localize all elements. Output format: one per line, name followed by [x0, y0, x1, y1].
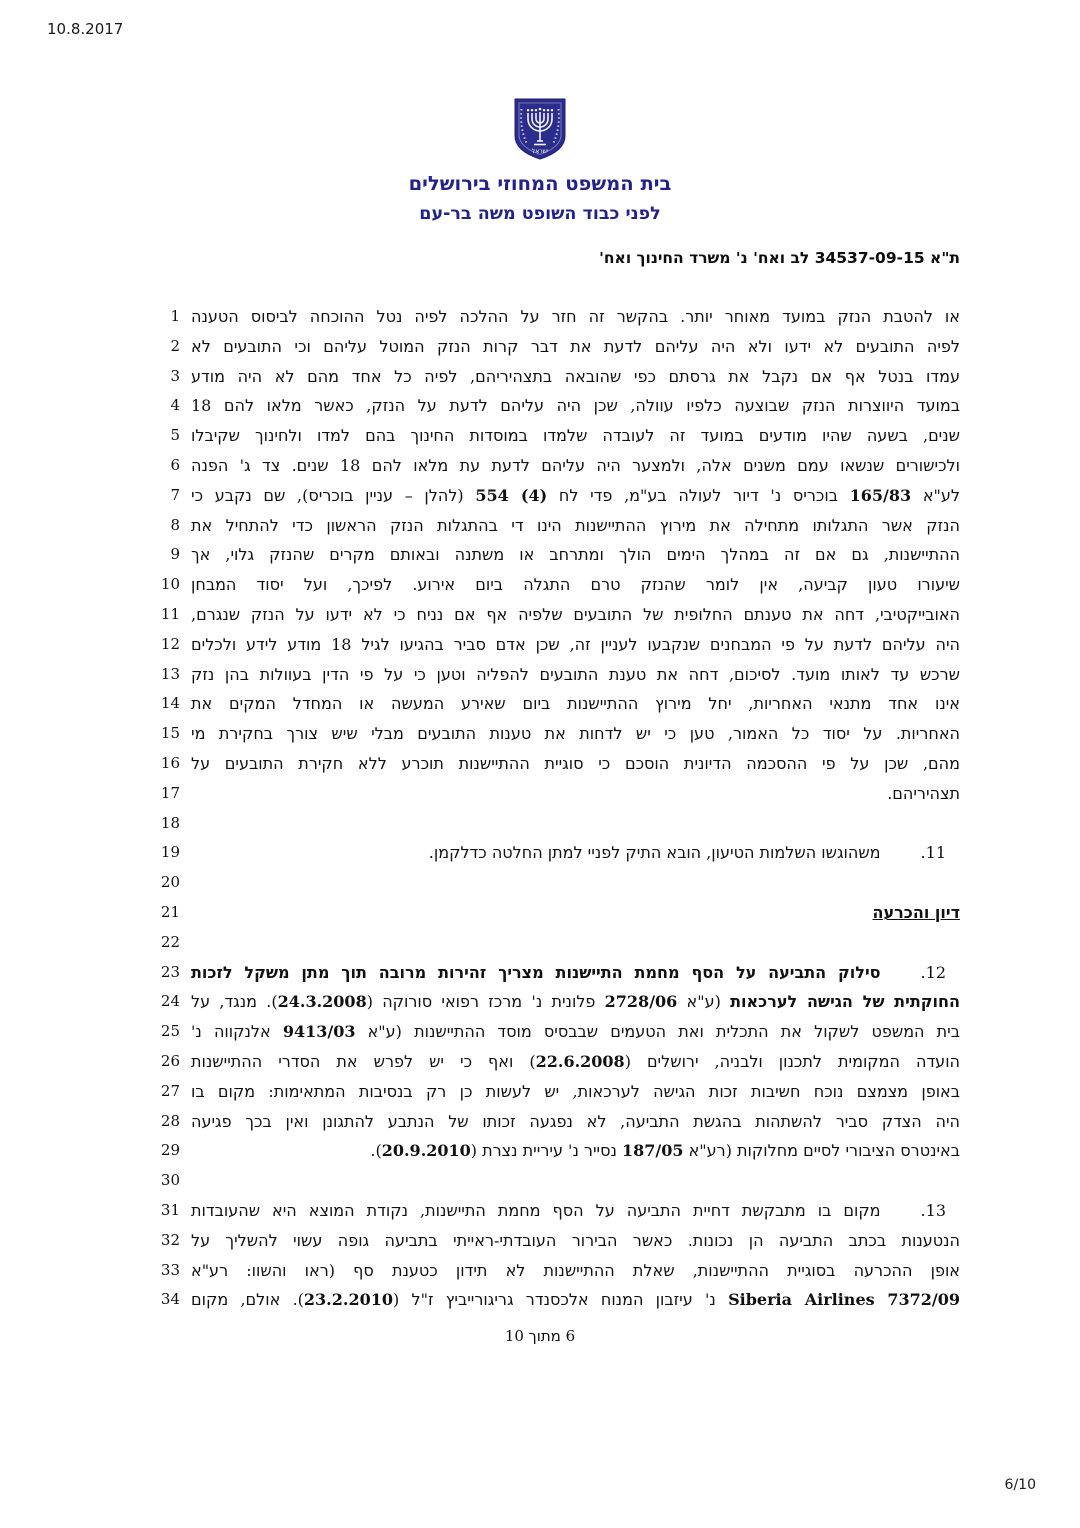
line-number: 25: [160, 1022, 180, 1041]
body-line: [0, 1196, 1080, 1226]
line-number: 8: [170, 515, 180, 534]
line-text: או להטבת הנזק במועד מאוחר יותר. בהקשר זה חזר על ההלכה לפיה נטל ההוכחה לביסוס הטענה: [191, 307, 960, 326]
paragraph-number: 11.: [920, 843, 946, 863]
line-number: 33: [160, 1260, 180, 1279]
line-number: 1: [170, 307, 180, 325]
line-number: 16: [160, 753, 180, 772]
line-text: לפיה התובעים לא ידעו ולא היה עליהם לדעת את דבר קרות הנזק המוטל עליהם וכי התובעים לא: [191, 336, 960, 356]
line-number: 24: [160, 992, 180, 1011]
line-number: 29: [160, 1141, 180, 1160]
israel-state-emblem-icon: [512, 96, 568, 162]
body-line: [0, 600, 1080, 630]
body-line: [0, 570, 1080, 600]
line-text: שרכש עד לאותו מועד. לסיכום, דחה את טענת התובעים להפליה וטען כי על פי הדין בעוולות בהן נזק: [191, 664, 960, 684]
case-title: ת"א ⁦34537-09-15⁩ לב ואח' נ' משרד החינוך ואח': [599, 249, 960, 267]
line-text: ולכישורים שנשאו עמם משנים אלה, ולמצער היה עליהם לדעת עת מלאו להם 18 שנים. צד ג' הפנה: [191, 455, 960, 475]
line-number: 9: [170, 545, 180, 564]
body-line: [0, 779, 1080, 809]
line-number: 5: [170, 426, 180, 445]
line-text: הנטענות בכתב התביעה הן נכונות. כאשר הבירור העובדתי-ראייתי בתביעה גופה עשוי להשליך על: [191, 1230, 960, 1250]
line-text: האובייקטיבי, דחה את טענתם החלופית של התובעים שלפיה אף אם נניח כי לא ידעו על הנזק שנגרם,: [191, 604, 960, 624]
line-text: הנזק אשר התגלותו מתחילה את מירוץ ההתיישנות הינו די בהתגלות הנזק הראשון כדי להתחיל את: [191, 515, 960, 535]
line-number: 4: [170, 396, 180, 415]
body-line: [0, 362, 1080, 392]
body-line: [0, 1047, 1080, 1077]
line-number: 18: [160, 813, 180, 832]
line-text: שיעורו טעון קביעה, אין לומר שהנזק טרם התגלה ביום אירוע. לפיכך, ועל יסוד המבחן: [191, 575, 961, 595]
body-line: [0, 332, 1080, 362]
line-text: [191, 928, 960, 958]
line-number: 31: [160, 1200, 180, 1219]
line-text: תצהיריהם.: [887, 783, 960, 803]
line-text: החוקתית של הגישה לערכאות (ע"א 2728/06 פלונית נ' מרכז רפואי סורוקה (24.3.2008). מנגד, על: [191, 992, 961, 1012]
court-name: בית המשפט המחוזי בירושלים: [408, 172, 672, 195]
line-text: באינטרס הציבורי לסיים מחלוקות (רע"א 187/05 נסייר נ' עיריית נצרת (20.9.2010).: [370, 1141, 960, 1161]
body-line: [0, 1136, 1080, 1166]
paragraph-number: 12.: [920, 962, 946, 982]
body-line: [0, 421, 1080, 451]
line-number: 26: [160, 1051, 180, 1070]
body-line: [0, 1226, 1080, 1256]
line-number: 2: [170, 336, 180, 355]
line-text: עמדו בנטל אף אם נקבל את גרסתם כפי שהובאה בתצהיריהם, לפיה כל אחד מהם לא היה מודע: [191, 366, 960, 386]
line-number: 22: [160, 932, 180, 951]
body-line: [0, 481, 1080, 511]
line-text: 12.סילוק התביעה על הסף מחמת התיישנות מצריך זהירות מרובה תוך מתן משקל לזכות: [191, 962, 946, 982]
body-line: [0, 1166, 1080, 1196]
body-line: [0, 1017, 1080, 1047]
line-text: הועדה המקומית לתכנון ולבניה, ירושלים (22.6.2008) ואף כי יש לפרש את הסדרי ההתיישנות: [191, 1051, 961, 1071]
body-line: [0, 689, 1080, 719]
line-text: [191, 868, 960, 898]
body-line: [0, 1285, 1080, 1315]
line-number: 3: [170, 366, 180, 385]
body-line: [0, 451, 1080, 481]
body-line: [0, 749, 1080, 779]
body-line: [0, 302, 1080, 332]
page-indicator: 6/10: [1004, 1477, 1036, 1493]
svg-text:ישראל: ישראל: [531, 148, 549, 155]
page-footer: 6 מתוך 10: [504, 1327, 576, 1345]
line-text: באופן מצמצם נוכח חשיבות זכות הגישה לערכאות, יש לעשות כן רק בנסיבות המתאימות: מקום בו: [191, 1081, 960, 1101]
body-line: [0, 958, 1080, 988]
body-line: [0, 511, 1080, 541]
line-number: 11: [160, 604, 180, 623]
line-number: 14: [160, 694, 180, 713]
line-text: בית המשפט לשקול את התכלית ואת הטעמים שבבסיס מוסד ההתיישנות (ע"א 9413/03 אלנקווה נ': [191, 1022, 960, 1042]
line-text: לע"א 165/83 בוכריס נ' דיור לעולה בע"מ, פדי לח (4) 554 (להלן – עניין בוכריס), שם נקבע כי: [191, 485, 961, 505]
paragraph-number: 13.: [920, 1200, 946, 1220]
print-date: 10.8.2017: [47, 20, 124, 38]
line-number: 30: [160, 1171, 180, 1190]
line-number: 12: [160, 634, 180, 653]
body-line: [0, 660, 1080, 690]
body-line: [0, 1256, 1080, 1286]
line-number: 20: [160, 873, 180, 892]
body-line: [0, 987, 1080, 1017]
line-text: אופן ההכרעה בסוגיית ההתיישנות, שאלת ההתיישנות לא תידון כטענת סף (ראו והשוו: רע"א: [191, 1260, 960, 1280]
line-text: 11.משהוגשו השלמות הטיעון, הובא התיק לפניי למתן החלטה כדלקמן.: [428, 843, 946, 863]
line-text: [191, 809, 960, 839]
body-line: [0, 928, 1080, 958]
line-text: היה עליהם לדעת על פי המבחנים שנקבעו לעניין זה, שכן אדם סביר בהגיעו לגיל 18 מודע לידע ולכלים: [191, 634, 961, 654]
line-text: מהם, שכן על פי ההסכמה הדיונית הוסכם כי סוגיית ההתיישנות תוכרע ללא חקירת התובעים על: [191, 753, 960, 773]
section-heading: דיון והכרעה: [872, 902, 960, 922]
body-line: [0, 898, 1080, 928]
line-text: 13.מקום בו מתבקשת דחיית התביעה על הסף מחמת התיישנות, נקודת המוצא היא שהעובדות: [191, 1200, 946, 1220]
line-number: 15: [160, 724, 180, 743]
line-text: האחריות. על יסוד כל האמור, טען כי יש לדחות את טענות התובעים מבלי שיש צורך בחקירת מי: [191, 724, 960, 744]
body-line: [0, 838, 1080, 868]
body-line: [0, 540, 1080, 570]
line-number: 21: [160, 902, 180, 921]
line-text: היה הצדק סביר להשתהות בהגשת התביעה, לא נפגעה זכותו של הנתבע להתגונן ואין בכך פגיעה: [191, 1111, 960, 1131]
line-number: 19: [160, 843, 180, 862]
body-line: [0, 809, 1080, 839]
line-text: שנים, בשעה שהיו מודעים במועד זה לעובדה שלמדו במוסדות החינוך בהם למדו ולחינוך שקיבלו: [191, 426, 960, 446]
judge-line: לפני כבוד השופט משה בר-עם: [419, 204, 661, 224]
line-text: אינו אחד מתנאי האחריות, יחל מירוץ ההתיישנות ביום שאירע המעשה או המחדל המקים את: [191, 694, 960, 714]
line-text: [191, 1166, 960, 1196]
body-line: [0, 391, 1080, 421]
body-lines: [0, 302, 1080, 1315]
line-number: 13: [160, 664, 180, 683]
line-number: 17: [160, 783, 180, 802]
line-text: ההתיישנות, גם אם זה במהלך הימים הולך ומתרחב או משתנה ובאותם מקרים שהנזק גלוי, אך: [191, 545, 960, 565]
line-number: 34: [160, 1290, 180, 1309]
line-number: 32: [160, 1230, 180, 1249]
body-line: [0, 1077, 1080, 1107]
line-number: 10: [160, 575, 180, 594]
line-number: 28: [160, 1111, 180, 1130]
line-number: 6: [170, 455, 180, 474]
line-number: 7: [170, 485, 180, 504]
line-text: במועד היווצרות הנזק שבוצעה כלפיו עוולה, שכן היה עליהם לדעת על הנזק, כאשר מלאו להם 18: [191, 396, 960, 416]
body-line: [0, 868, 1080, 898]
line-number: 23: [160, 962, 180, 981]
body-line: [0, 1107, 1080, 1137]
body-line: [0, 630, 1080, 660]
line-text: 7372/09 Siberia Airlines נ' עיזבון המנוח אלכסנדר גריגורייביץ ז"ל (23.2.2010). אולם, מקום: [191, 1290, 961, 1310]
line-number: 27: [160, 1081, 180, 1100]
body-line: [0, 719, 1080, 749]
